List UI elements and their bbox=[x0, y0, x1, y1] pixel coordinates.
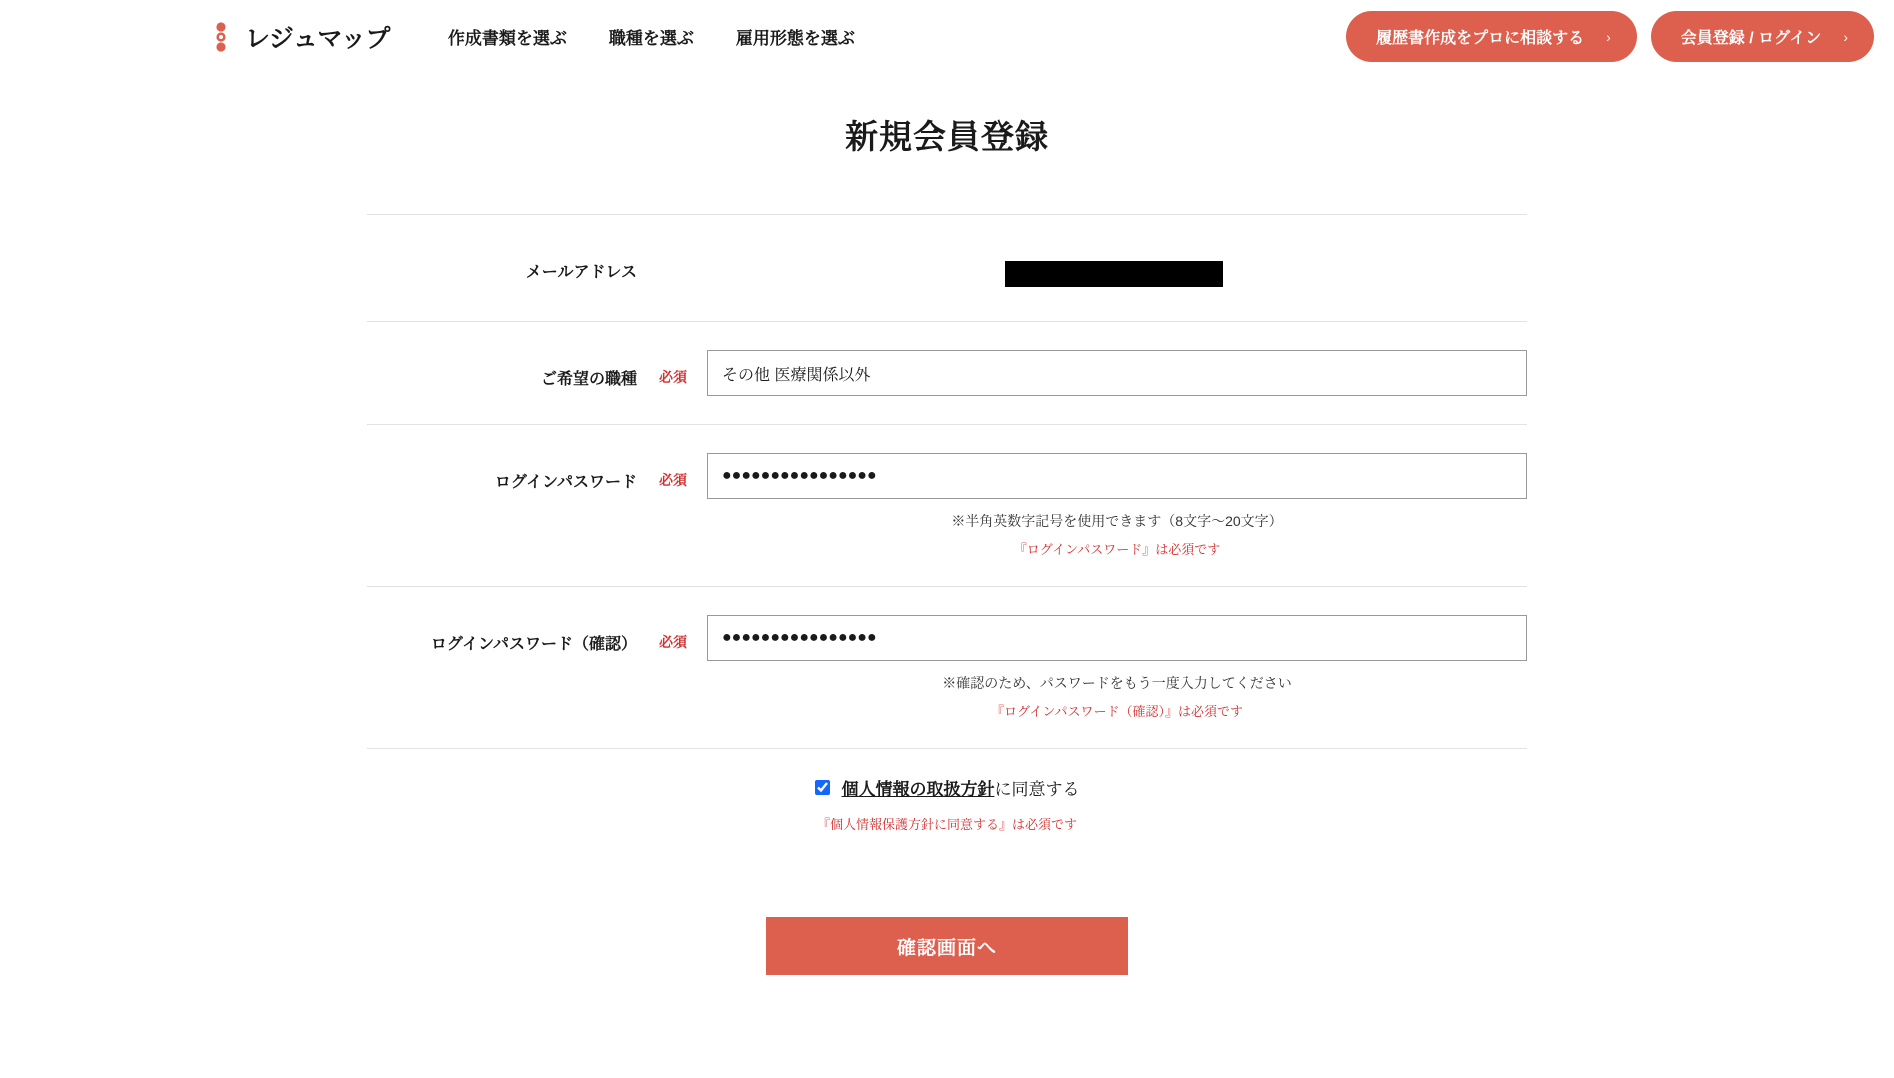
resumap-logo-icon bbox=[215, 22, 237, 52]
consent-line bbox=[367, 775, 1527, 800]
nav-item-employment-types[interactable]: 雇用形態を選ぶ bbox=[735, 29, 855, 48]
form-row-job-type bbox=[367, 321, 1527, 424]
site-logo[interactable] bbox=[215, 19, 390, 55]
job-type-required-badge: 必須 bbox=[659, 369, 687, 385]
password-hint: ※半角英数字記号を使用できます（8文字〜20文字） bbox=[951, 513, 1283, 529]
submit-wrap bbox=[367, 917, 1527, 975]
job-type-field-wrap bbox=[707, 350, 1527, 396]
site-header bbox=[0, 0, 1894, 73]
password-confirm-hint: ※確認のため、パスワードをもう一度入力してください bbox=[942, 675, 1292, 691]
password-confirm-error: 『ログインパスワード（確認）』は必須です bbox=[991, 704, 1243, 719]
consent-text bbox=[842, 775, 1080, 800]
registration-form bbox=[367, 214, 1527, 975]
password-error: 『ログインパスワード』は必須です bbox=[1013, 542, 1221, 557]
chevron-right-icon: › bbox=[1606, 28, 1611, 45]
consult-pro-label: 履歴書作成をプロに相談する bbox=[1376, 30, 1585, 47]
site-logo-text: レジュマップ bbox=[245, 24, 390, 53]
form-row-password bbox=[367, 424, 1527, 586]
signup-login-button[interactable] bbox=[1651, 11, 1874, 62]
page-title: 新規会員登録 bbox=[845, 118, 1049, 155]
job-type-input[interactable] bbox=[707, 350, 1527, 396]
password-confirm-label: ログインパスワード（確認） bbox=[430, 636, 637, 653]
job-type-label: ご希望の職種 bbox=[540, 371, 637, 388]
password-required-badge: 必須 bbox=[659, 472, 687, 488]
email-required-spacer bbox=[637, 251, 707, 268]
nav-item-documents[interactable]: 作成書類を選ぶ bbox=[447, 29, 567, 48]
password-input[interactable] bbox=[707, 453, 1527, 499]
email-value-wrap bbox=[707, 251, 1527, 287]
form-row-password-confirm bbox=[367, 586, 1527, 748]
consent-error: 『個人情報保護方針に同意する』は必須です bbox=[816, 817, 1077, 832]
nav-item-job-types[interactable]: 職種を選ぶ bbox=[608, 29, 694, 48]
privacy-policy-link[interactable]: 個人情報の取扱方針 bbox=[841, 780, 995, 799]
password-confirm-input[interactable] bbox=[707, 615, 1527, 661]
consent-suffix: に同意する bbox=[994, 780, 1080, 799]
password-confirm-field-wrap bbox=[707, 615, 1527, 720]
password-label: ログインパスワード bbox=[494, 474, 637, 491]
confirm-button[interactable]: 確認画面へ bbox=[766, 917, 1128, 975]
form-row-email bbox=[367, 214, 1527, 321]
main-nav bbox=[448, 24, 855, 49]
password-field-wrap bbox=[707, 453, 1527, 558]
password-confirm-required-badge: 必須 bbox=[659, 634, 687, 650]
consent-row bbox=[367, 748, 1527, 855]
email-value-redacted bbox=[1005, 261, 1223, 287]
signup-login-label: 会員登録 / ログイン bbox=[1680, 30, 1822, 47]
header-actions bbox=[1346, 11, 1874, 62]
consult-pro-button[interactable] bbox=[1346, 11, 1637, 62]
privacy-consent-checkbox[interactable] bbox=[815, 780, 830, 795]
chevron-right-icon: › bbox=[1843, 28, 1848, 45]
email-label: メールアドレス bbox=[525, 264, 637, 281]
